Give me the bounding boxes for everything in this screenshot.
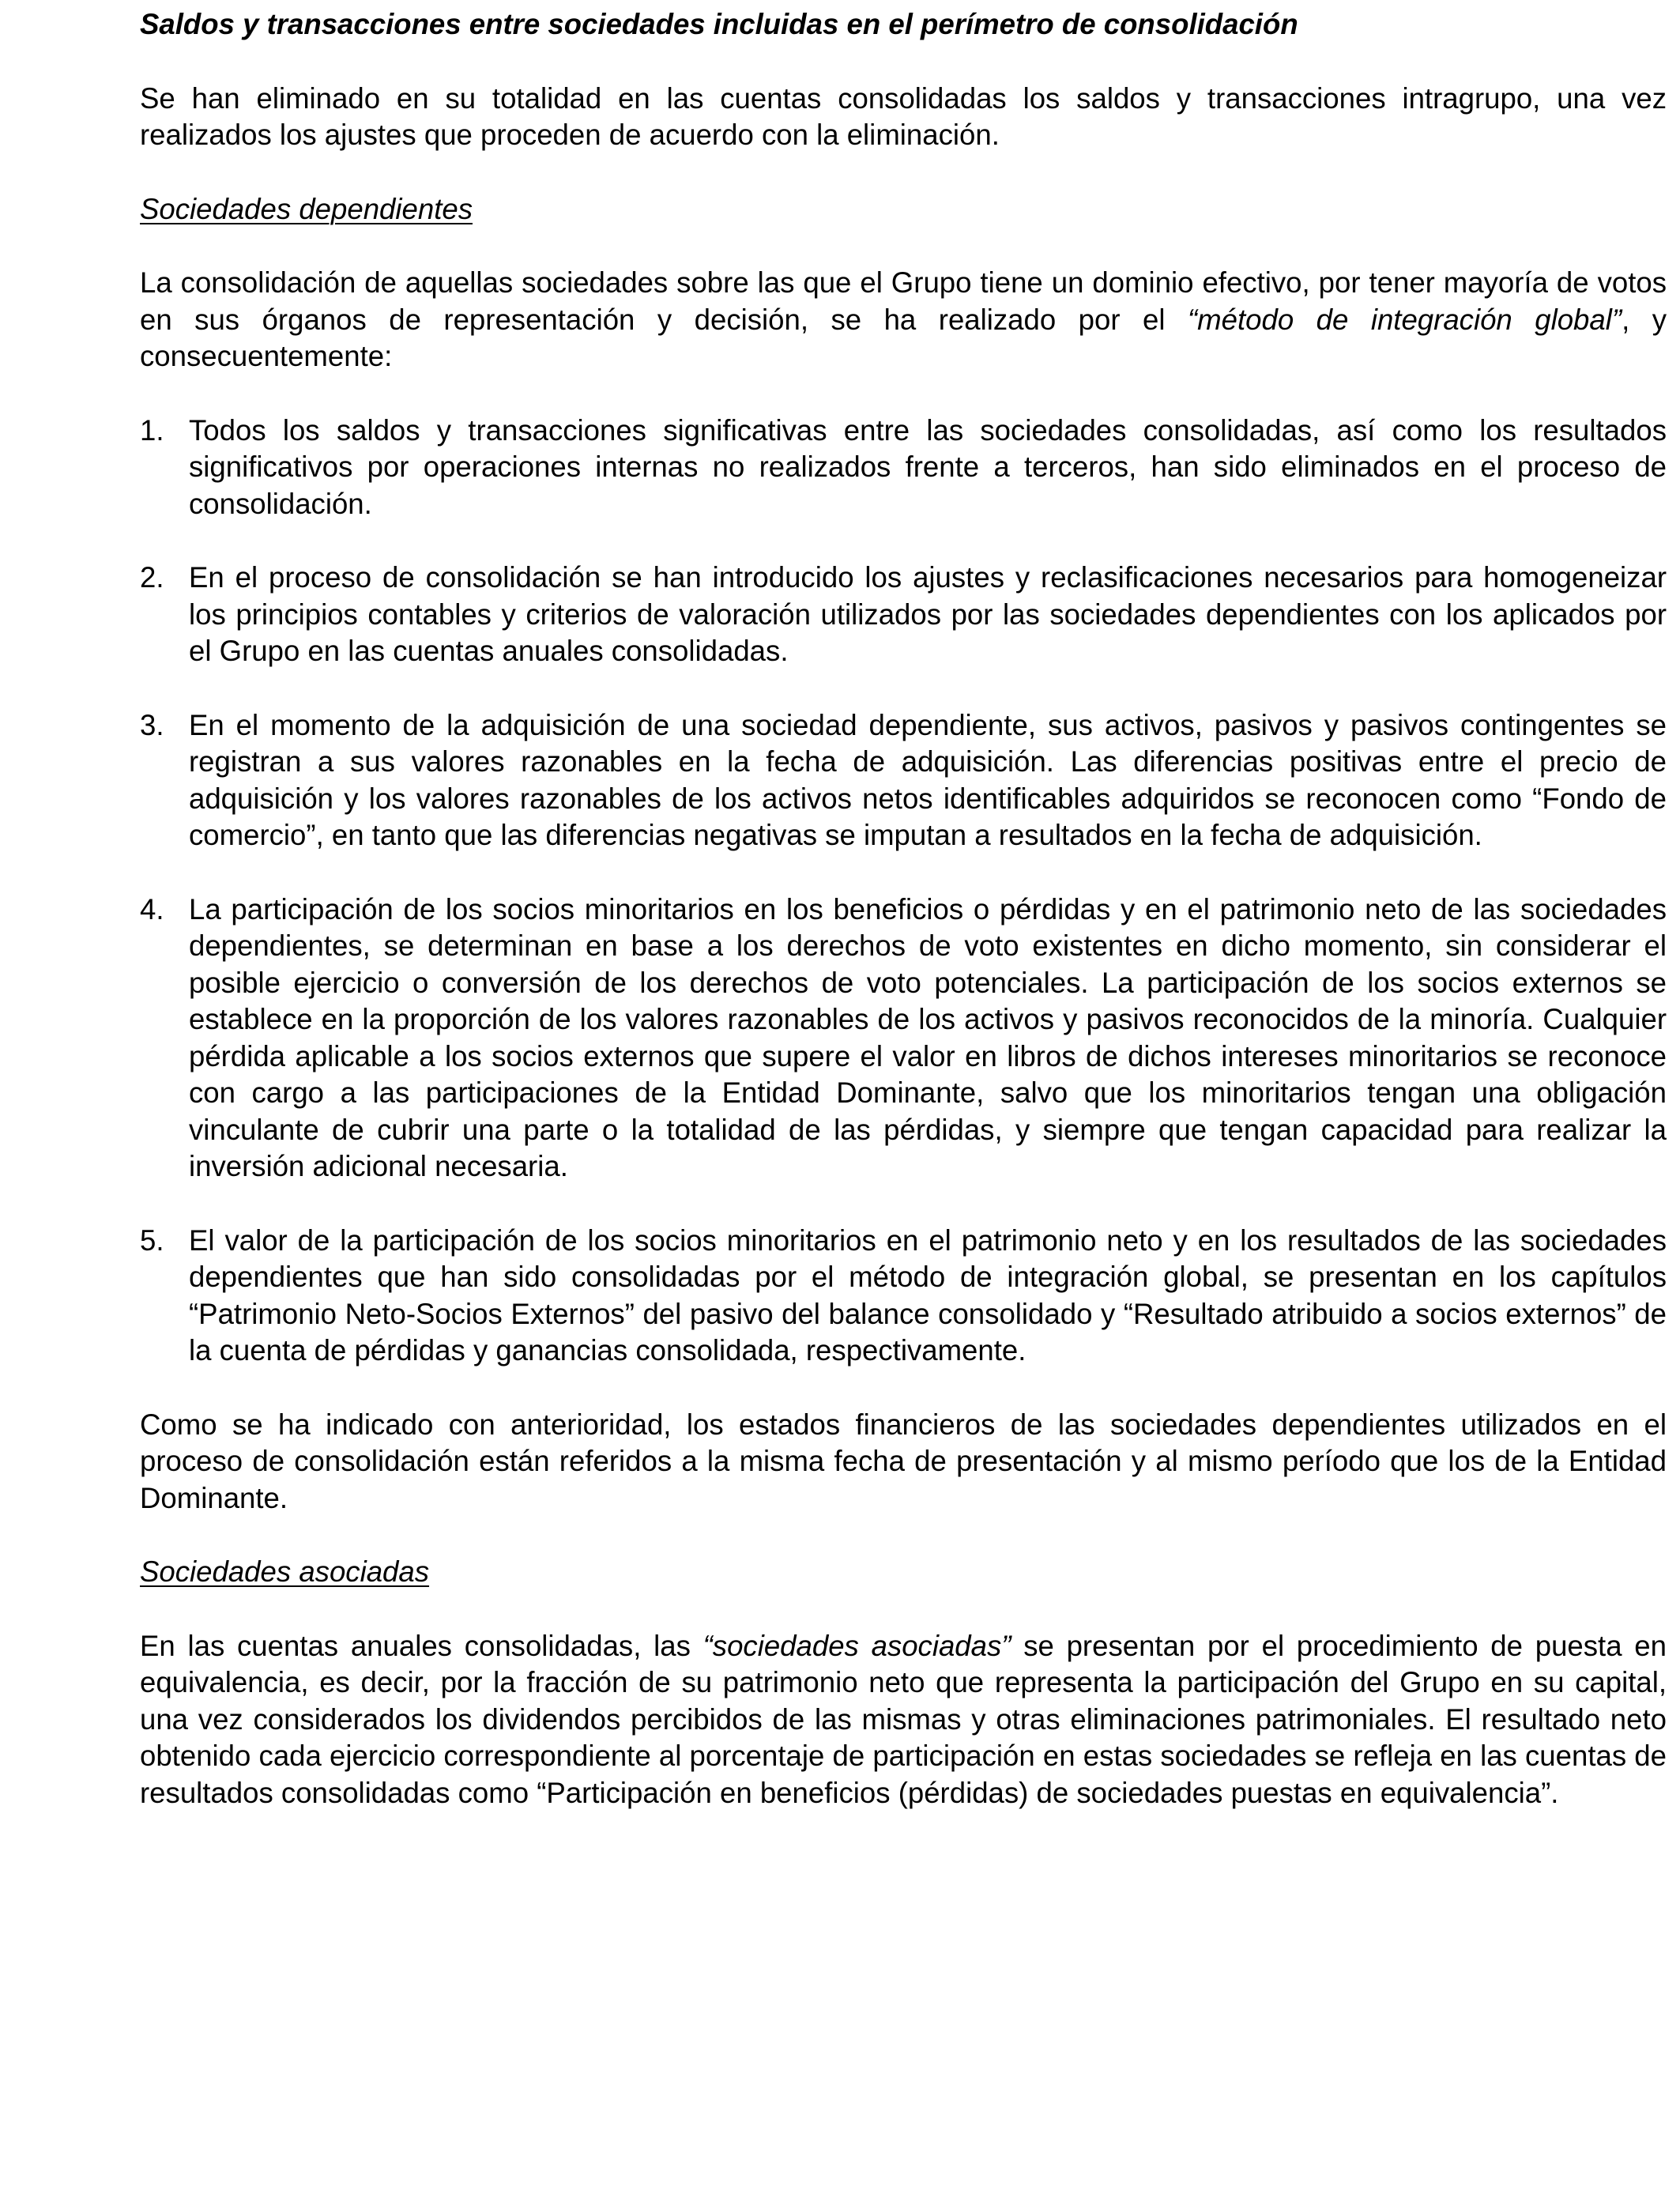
list-item	[140, 1223, 1667, 1370]
list-item-text: La participación de los socios minoritarios en los beneficios o pérdidas y en el patrimonio neto de las sociedades dependientes, se determinan en base a los derechos de voto existentes en dicho momento, sin considerar el posible ejercicio o conversión de los derechos de voto potenciales. La participación de los socios externos se establece en la proporción de los valores razonables de los activos y pasivos reconocidos de la minoría. Cualquier pérdida aplicable a los socios externos que supere el valor en libros de dichos intereses minoritarios se reconoce con cargo a las participaciones de la Entidad Dominante, salvo que los minoritarios tengan una obligación vinculante de cubrir una parte o la totalidad de las pérdidas, y siempre que tengan capacidad para realizar la inversión adicional necesaria.	[189, 892, 1667, 1182]
list-item	[140, 707, 1667, 854]
numbered-list	[140, 413, 1667, 1370]
list-item-text: En el momento de la adquisición de una sociedad dependiente, sus activos, pasivos y pasivos contingentes se registran a sus valores razonables en la fecha de adquisición. Las diferencias positivas entre el precio de adquisición y los valores razonables de los activos netos identificables adquiridos se reconocen como “Fondo de comercio”, en tanto que las diferencias negativas se imputan a resultados en la fecha de adquisición.	[189, 708, 1667, 851]
list-item-text: Todos los saldos y transacciones significativas entre las sociedades consolidadas, así como los resultados significativos por operaciones internas no realizados frente a terceros, han sido eliminados en el proceso de consolidación.	[189, 413, 1667, 520]
dependientes-intro-tail: , y consecuentemente:	[140, 303, 1667, 372]
intro-paragraph: Se han eliminado en su totalidad en las cuentas consolidadas los saldos y transacciones intragrupo, una vez realizados los ajustes que proceden de acuerdo con la eliminación.	[140, 81, 1667, 151]
list-item	[140, 413, 1667, 523]
list-item-number: 2.	[140, 561, 164, 594]
list-item-number: 1.	[140, 413, 164, 447]
asociadas-text: En las cuentas anuales consolidadas, las	[140, 1629, 703, 1662]
list-item-number: 4.	[140, 892, 164, 925]
dependientes-intro-text: La consolidación de aquellas sociedades sobre las que el Grupo tiene un dominio efectivo, por tener mayoría de votos en sus órganos de representación y decisión, se ha realizado por el	[140, 266, 1667, 336]
list-item-text: El valor de la participación de los socios minoritarios en el patrimonio neto y en los resultados de las sociedades dependientes que han sido consolidadas por el método de integración global, se presentan en los capítulos “Patrimonio Neto-Socios Externos” del pasivo del balance consolidado y “Resultado atribuido a socios externos” de la cuenta de pérdidas y ganancias consolidada, respectivamente.	[189, 1223, 1667, 1367]
asociadas-text-tail: se presentan por el procedimiento de puesta en equivalencia, es decir, por la fracción de su patrimonio neto que representa la participación del Grupo en su capital, una vez considerados los dividendos percibidos de las mismas y otras eliminaciones patrimoniales. El resultado neto obtenido cada ejercicio correspondiente al porcentaje de participación en estas sociedades se refleja en las cuentas de resultados consolidadas como “Participación en beneficios (pérdidas) de sociedades puestas en equivalencia”.	[140, 1629, 1667, 1809]
asociadas-paragraph	[140, 1628, 1667, 1812]
list-item-text: En el proceso de consolidación se han introducido los ajustes y reclasificaciones necesarios para homogeneizar los principios contables y criterios de valoración utilizados por las sociedades dependientes con los aplicados por el Grupo en las cuentas anuales consolidadas.	[189, 561, 1667, 667]
document-page	[140, 6, 1667, 1849]
subsection-title-dependientes: Sociedades dependientes	[140, 192, 473, 225]
list-item	[140, 892, 1667, 1186]
section-heading: Saldos y transacciones entre sociedades incluidas en el perímetro de consolidación	[140, 8, 1298, 40]
list-item	[140, 560, 1667, 670]
dependientes-closing-paragraph: Como se ha indicado con anterioridad, los estados financieros de las sociedades dependientes utilizados en el proceso de consolidación están referidos a la misma fecha de presentación y al mismo período que los de la Entidad Dominante.	[140, 1408, 1667, 1514]
dependientes-intro-paragraph	[140, 265, 1667, 375]
subsection-title-asociadas: Sociedades asociadas	[140, 1555, 430, 1588]
list-item-number: 5.	[140, 1223, 164, 1257]
list-item-number: 3.	[140, 708, 164, 741]
dependientes-intro-emphasis: “método de integración global”	[1187, 303, 1622, 336]
asociadas-emphasis: “sociedades asociadas”	[703, 1629, 1011, 1662]
